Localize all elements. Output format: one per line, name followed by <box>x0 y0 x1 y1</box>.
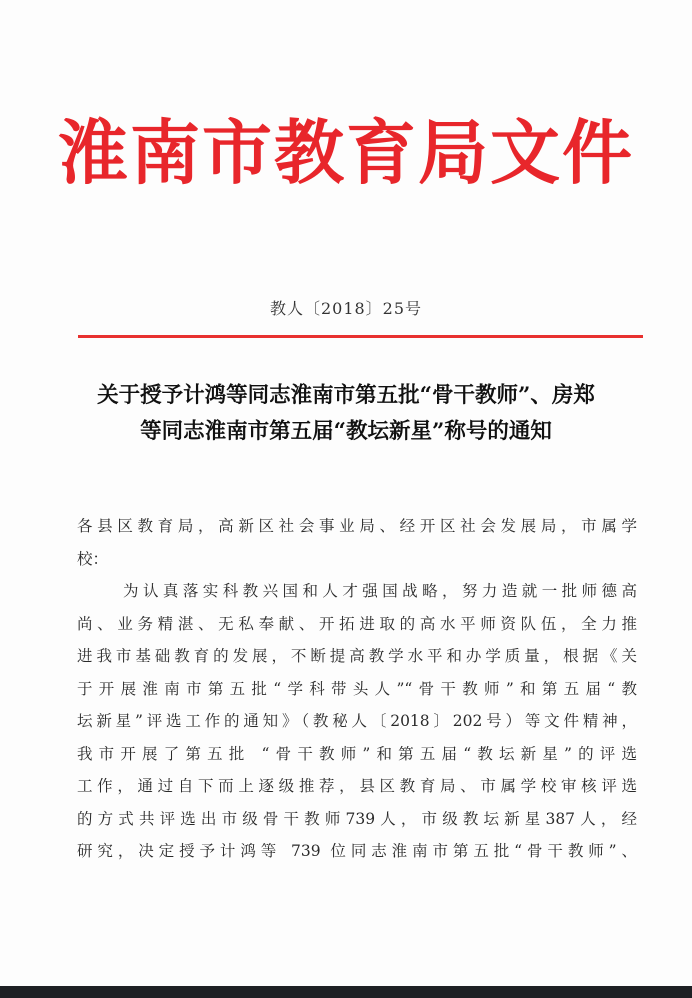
body-line-5: 进我市基础教育的发展，不断提高教学水平和办学质量，根据《关 <box>77 647 637 665</box>
body-line-1: 各县区教育局，高新区社会事业局、经开区社会发展局，市属学 <box>77 517 637 535</box>
notice-title-line-2: 等同志淮南市第五届“教坛新星”称号的通知 <box>140 419 552 444</box>
body-line-7: 坛新星”评选工作的通知》（教秘人〔2018〕202号）等文件精神， <box>77 712 637 730</box>
document-number: 教人〔2018〕25号 <box>269 299 423 318</box>
notice-title-line-1: 关于授予计鸿等同志淮南市第五批“骨干教师”、房郑 <box>97 383 595 408</box>
body-line-6: 于开展淮南市第五批“学科带头人”“骨干教师”和第五届“教 <box>77 679 637 698</box>
body-line-2: 校： <box>77 549 109 568</box>
body-line-10: 的方式共评选出市级骨干教师739人，市级教坛新星387人，经 <box>77 809 637 828</box>
notice-body <box>77 510 637 868</box>
notice-title <box>40 378 652 450</box>
body-line-11: 研究，决定授予计鸿等 739 位同志淮南市第五批“骨干教师”、 <box>77 842 637 860</box>
document-masthead: 淮南市教育局文件 <box>58 111 634 194</box>
red-divider-rule <box>78 335 643 338</box>
body-line-8: 我市开展了第五批 “骨干教师”和第五届“教坛新星”的评选 <box>77 744 637 763</box>
bottom-edge-bar <box>0 986 692 998</box>
body-line-3: 为认真落实科教兴国和人才强国战略，努力造就一批师德高 <box>123 582 637 600</box>
body-line-9: 工作，通过自下而上逐级推荐，县区教育局、市属学校审核评选 <box>77 777 637 795</box>
body-line-4: 尚、业务精湛、无私奉献、开拓进取的高水平师资队伍，全力推 <box>77 614 637 633</box>
